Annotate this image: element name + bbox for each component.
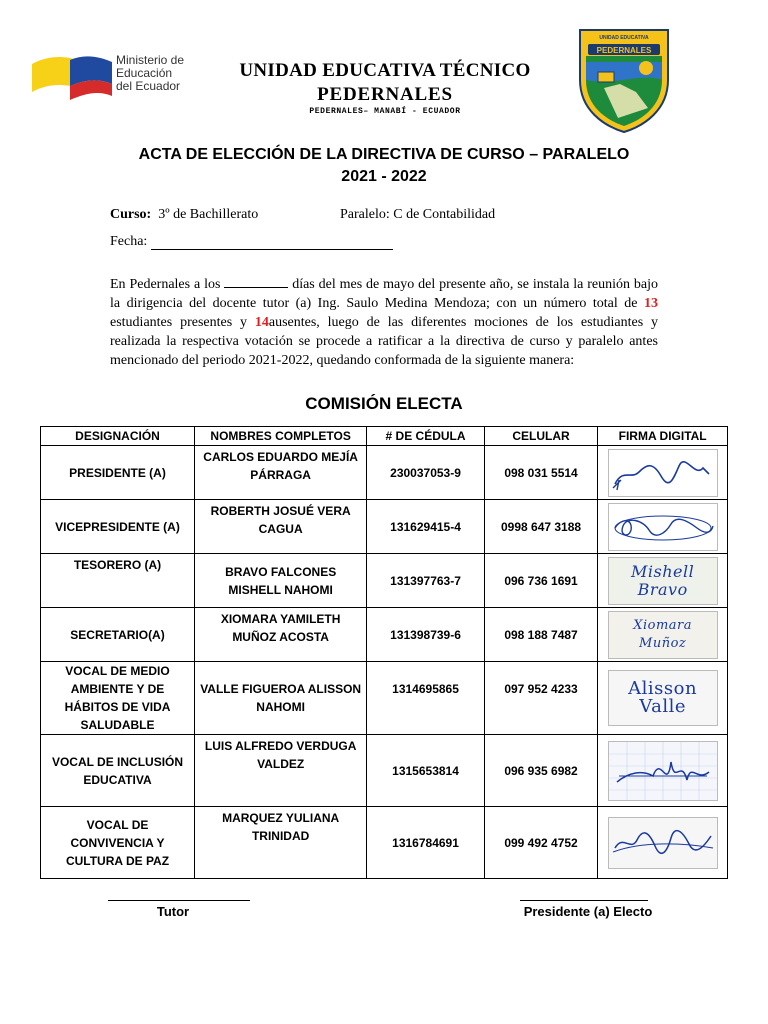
day-blank-line bbox=[224, 275, 288, 288]
tutor-signature-line bbox=[108, 900, 250, 901]
crest-top-text: UNIDAD EDUCATIVA bbox=[599, 35, 649, 41]
header-celular: CELULAR bbox=[484, 427, 597, 446]
ministry-name-line1: Ministerio de bbox=[116, 53, 185, 67]
table-row bbox=[41, 554, 728, 608]
signature-scribble-icon bbox=[609, 504, 717, 550]
document-title bbox=[60, 144, 708, 188]
fecha-blank-line bbox=[151, 235, 393, 250]
table-row bbox=[41, 735, 728, 807]
cell-designation: TESORERO (A) bbox=[41, 554, 195, 608]
cell-signature bbox=[598, 807, 728, 879]
minutes-paragraph bbox=[110, 275, 658, 370]
tutor-label: Tutor bbox=[156, 904, 190, 919]
cell-celular: 096 736 1691 bbox=[484, 554, 597, 608]
cell-name: BRAVO FALCONES MISHELL NAHOMI bbox=[195, 554, 367, 608]
committee-table bbox=[40, 426, 728, 879]
cell-cedula: 230037053-9 bbox=[367, 446, 485, 500]
signature-scribble-icon bbox=[609, 450, 717, 496]
cell-signature bbox=[598, 662, 728, 735]
signature-image bbox=[608, 817, 718, 869]
document-title-line2: 2021 - 2022 bbox=[341, 168, 427, 185]
cell-cedula: 1314695865 bbox=[367, 662, 485, 735]
table-row bbox=[41, 608, 728, 662]
curso-value: 3º de Bachillerato bbox=[158, 207, 259, 222]
curso-label: Curso: bbox=[110, 207, 152, 222]
cell-celular: 099 492 4752 bbox=[484, 807, 597, 879]
paragraph-part2: días del mes de mayo del presente año, se instala la reunión bajo la dirigencia del docente tutor (a) Ing. Saulo Medina Mendoza; con un número total de bbox=[110, 277, 658, 311]
paragraph-part1: En Pedernales a los bbox=[110, 277, 221, 292]
paralelo-value: Paralelo: C de Contabilidad bbox=[340, 207, 496, 222]
cell-designation: VOCAL DE MEDIO AMBIENTE Y DE HÁBITOS DE VIDA SALUDABLE bbox=[41, 662, 195, 735]
school-city: PEDERNALES bbox=[317, 84, 453, 105]
signature-image bbox=[608, 449, 718, 497]
cell-name: VALLE FIGUEROA ALISSON NAHOMI bbox=[195, 662, 367, 735]
signature-image bbox=[608, 557, 718, 605]
section-title: COMISIÓN ELECTA bbox=[305, 394, 463, 413]
cell-designation: VOCAL DE INCLUSIÓN EDUCATIVA bbox=[41, 735, 195, 807]
cell-celular: 096 935 6982 bbox=[484, 735, 597, 807]
cell-signature bbox=[598, 554, 728, 608]
cell-celular: 098 188 7487 bbox=[484, 608, 597, 662]
cell-cedula: 1315653814 bbox=[367, 735, 485, 807]
paragraph-part3: estudiantes presentes y bbox=[110, 315, 248, 330]
school-location: PEDERNALES– MANABÍ - ECUADOR bbox=[309, 107, 461, 116]
ministry-name-line2: Educación bbox=[116, 66, 173, 80]
cell-celular: 098 031 5514 bbox=[484, 446, 597, 500]
present-count: 13 bbox=[644, 296, 658, 311]
table-row bbox=[41, 500, 728, 554]
cell-cedula: 131629415-4 bbox=[367, 500, 485, 554]
signature-scribble-icon bbox=[609, 818, 717, 868]
cell-signature bbox=[598, 735, 728, 807]
header-designacion: DESIGNACIÓN bbox=[41, 427, 195, 446]
cell-cedula: 1316784691 bbox=[367, 807, 485, 879]
cell-designation: SECRETARIO(A) bbox=[41, 608, 195, 662]
absent-count: 14 bbox=[254, 315, 269, 330]
cell-name: ROBERTH JOSUÉ VERA CAGUA bbox=[195, 500, 367, 554]
header-cedula: # DE CÉDULA bbox=[367, 427, 485, 446]
signature-text: Alisson Valle bbox=[628, 678, 698, 717]
table-row bbox=[41, 662, 728, 735]
signature-image bbox=[608, 670, 718, 726]
ministry-flag-icon bbox=[30, 50, 114, 106]
signature-scribble-icon bbox=[609, 742, 717, 800]
cell-cedula: 131398739-6 bbox=[367, 608, 485, 662]
fecha-row bbox=[110, 234, 393, 250]
fecha-label: Fecha: bbox=[110, 234, 148, 249]
signature-image bbox=[608, 741, 718, 801]
cell-designation: VICEPRESIDENTE (A) bbox=[41, 500, 195, 554]
curso-row bbox=[110, 207, 258, 223]
signature-text: Xiomara Muñoz bbox=[633, 617, 693, 651]
cell-name: XIOMARA YAMILETH MUÑOZ ACOSTA bbox=[195, 608, 367, 662]
school-name: UNIDAD EDUCATIVA TÉCNICO bbox=[239, 60, 531, 81]
ministry-logo bbox=[30, 50, 210, 106]
cell-name: CARLOS EDUARDO MEJÍA PÁRRAGA bbox=[195, 446, 367, 500]
cell-designation: VOCAL DE CONVIVENCIA Y CULTURA DE PAZ bbox=[41, 807, 195, 879]
president-signature-line bbox=[520, 900, 648, 901]
cell-signature bbox=[598, 608, 728, 662]
cell-signature bbox=[598, 500, 728, 554]
table-row bbox=[41, 807, 728, 879]
signature-image bbox=[608, 503, 718, 551]
school-crest bbox=[574, 22, 674, 134]
ministry-name-line3: del Ecuador bbox=[116, 79, 181, 93]
header-nombres: NOMBRES COMPLETOS bbox=[195, 427, 367, 446]
crest-banner-text: PEDERNALES bbox=[596, 46, 652, 55]
header-firma: FIRMA DIGITAL bbox=[598, 427, 728, 446]
president-label: Presidente (a) Electo bbox=[523, 904, 653, 919]
paragraph-part4: ausentes, luego de las diferentes mociones de los estudiantes y realizada la respectiva votación se procede a ratificar a la directiva de curso y paralelo antes mencionado del periodo 2021-2022, quedando conformada de la siguiente manera: bbox=[110, 315, 659, 368]
table-row bbox=[41, 446, 728, 500]
cell-celular: 097 952 4233 bbox=[484, 662, 597, 735]
document-title-line1: ACTA DE ELECCIÓN DE LA DIRECTIVA DE CURSO – PARALELO bbox=[138, 146, 630, 163]
crest-shield-icon bbox=[574, 22, 674, 134]
signature-text: Mishell Bravo bbox=[631, 561, 695, 599]
cell-celular: 0998 647 3188 bbox=[484, 500, 597, 554]
cell-name: LUIS ALFREDO VERDUGA VALDEZ bbox=[195, 735, 367, 807]
cell-cedula: 131397763-7 bbox=[367, 554, 485, 608]
table-header-row bbox=[41, 427, 728, 446]
signature-image bbox=[608, 611, 718, 659]
cell-designation: PRESIDENTE (A) bbox=[41, 446, 195, 500]
cell-signature bbox=[598, 446, 728, 500]
cell-name: MARQUEZ YULIANA TRINIDAD bbox=[195, 807, 367, 879]
